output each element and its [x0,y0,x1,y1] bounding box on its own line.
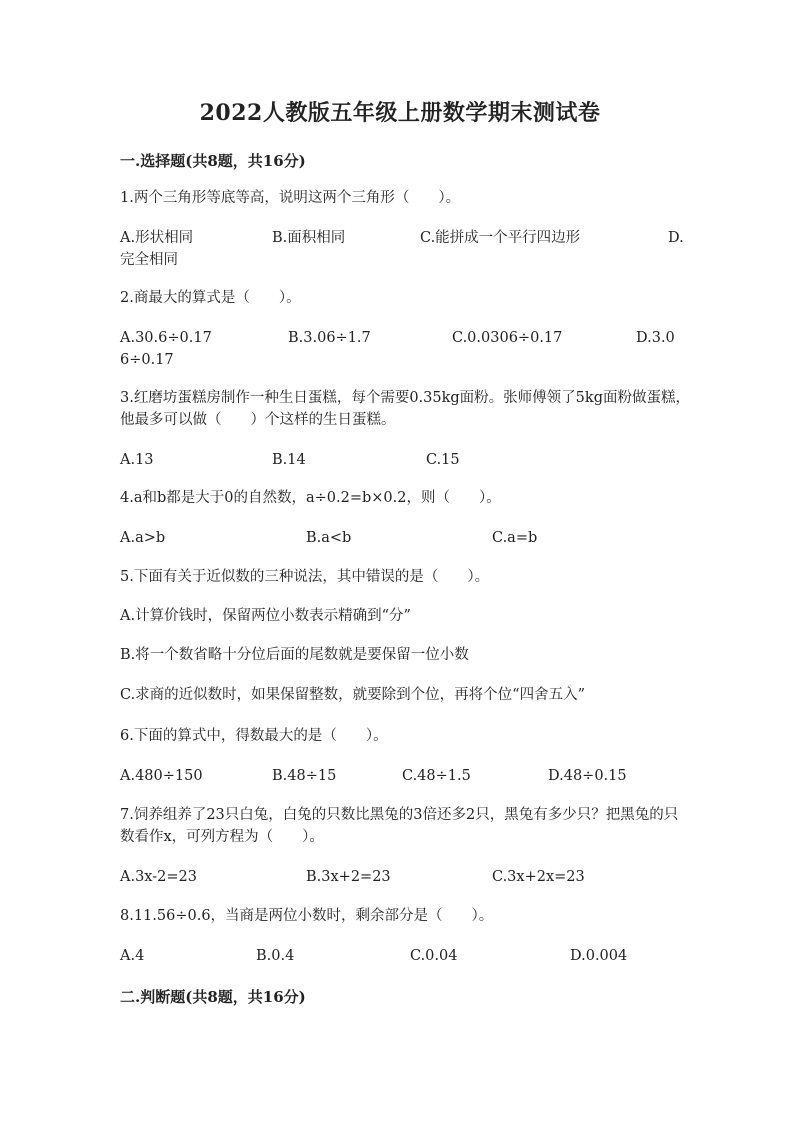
question-8: 8.11.56÷0.6，当商是两位小数时，剩余部分是（ ）。 [120,908,494,924]
question-1: 1.两个三角形等底等高，说明这两个三角形（ ）。 [120,190,461,206]
question-3: 3.红磨坊蛋糕房制作一种生日蛋糕，每个需要0.35kg面粉。张师傅领了5kg面粉做蛋糕，他最多可以做（ ）个这样的生日蛋糕。 [120,390,690,428]
question-7: 7.饲养组养了23只白兔，白兔的只数比黑兔的3倍还多2只，黑兔有多少只？把黑兔的只数看作x，可列方程为（ ）。 [120,807,679,845]
option-a: A.形状相同 [120,230,194,246]
option-b: B.面积相同 [272,230,346,246]
question-5: 5.下面有关于近似数的三种说法，其中错误的是（ ）。 [120,569,490,585]
question-5-option-a: A.计算价钱时，保留两位小数表示精确到“分” [120,608,411,624]
option-d-continued: 完全相同 [120,252,178,268]
option-c: C.0.04 [410,948,458,964]
option-a: A.a>b [120,530,166,546]
section-heading-judgement: 二.判断题(共8题，共16分) [120,988,306,1006]
question-8-options [120,945,690,989]
page-title: 2022人教版五年级上册数学期末测试卷 [199,100,601,126]
option-b: B.48÷15 [272,768,337,784]
question-6: 6.下面的算式中，得数最大的是（ ）。 [120,728,388,744]
option-a: A.13 [120,452,154,468]
option-a: A.3x-2=23 [120,869,197,885]
option-b: B.3x+2=23 [306,869,391,885]
question-2: 2.商最大的算式是（ ）。 [120,290,301,306]
option-b: B.14 [272,452,306,468]
question-5-option-b: B.将一个数省略十分位后面的尾数就是要保留一位小数 [120,647,469,663]
question-6-options [120,765,690,809]
section-heading-choice: 一.选择题(共8题，共16分) [120,152,306,170]
option-c: C.15 [426,452,460,468]
option-a: A.480÷150 [120,768,203,784]
option-c: C.48÷1.5 [402,768,471,784]
option-d: D.0.004 [570,948,628,964]
option-d: D.48÷0.15 [548,768,627,784]
question-5-option-c: C.求商的近似数时，如果保留整数，就要除到个位，再将个位“四舍五入” [120,687,586,703]
question-2-options [120,327,690,371]
question-1-options [120,227,690,271]
question-4: 4.a和b都是大于0的自然数，a÷0.2=b×0.2，则（ ）。 [120,490,501,506]
option-c: C.能拼成一个平行四边形 [420,230,581,246]
option-c: C.0.0306÷0.17 [452,330,563,346]
option-b: B.0.4 [256,948,295,964]
option-d: D.3.0 [636,330,675,346]
option-c: C.a=b [492,530,538,546]
option-a: A.4 [120,948,145,964]
question-7-options [120,866,690,910]
option-a: A.30.6÷0.17 [120,330,212,346]
option-b: B.3.06÷1.7 [288,330,371,346]
option-d-continued: 6÷0.17 [120,352,174,368]
option-d: D. [668,230,684,246]
question-4-options [120,527,690,571]
option-c: C.3x+2x=23 [492,869,585,885]
option-b: B.a<b [306,530,352,546]
